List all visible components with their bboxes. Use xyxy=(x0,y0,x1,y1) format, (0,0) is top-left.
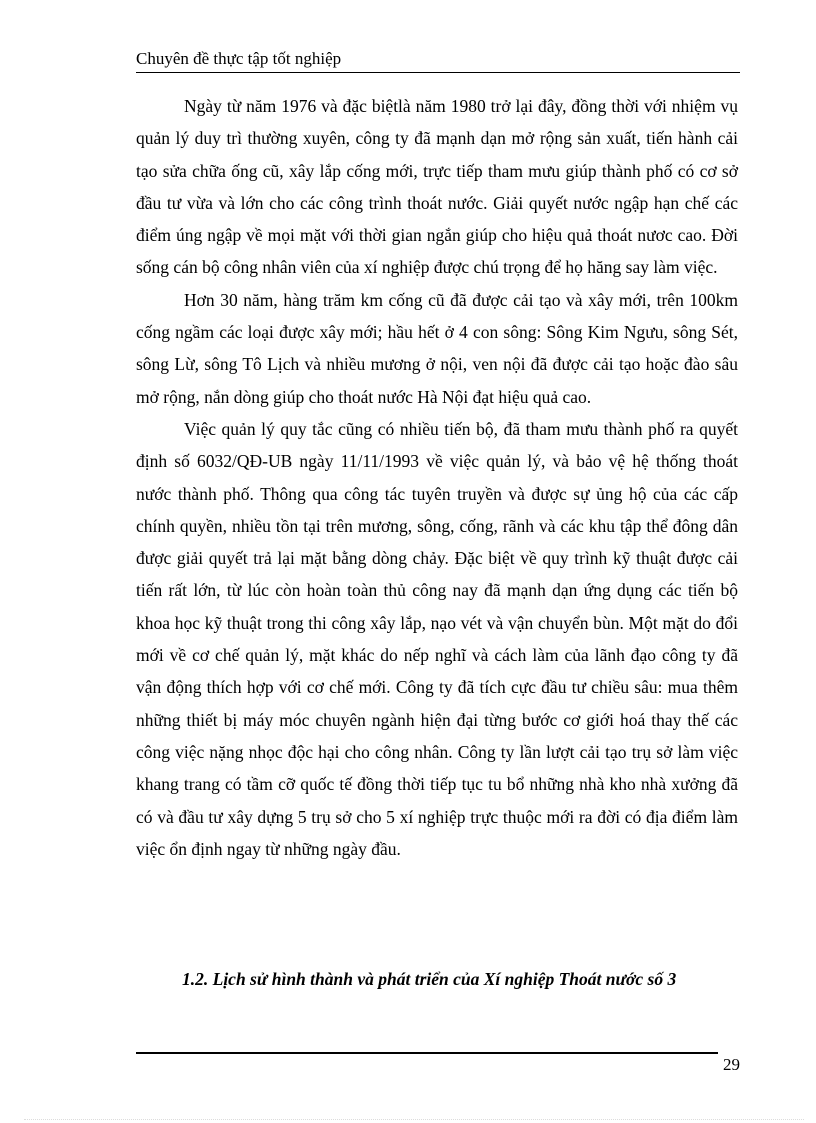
document-title: Chuyên đề thực tập tốt nghiệp xyxy=(136,49,342,68)
page-bottom-border xyxy=(24,1119,804,1120)
section-heading: 1.2. Lịch sử hình thành và phát triển của Xí nghiệp Thoát nước số 3 xyxy=(182,969,677,989)
page-header xyxy=(136,49,740,73)
page-number: 29 xyxy=(723,1055,740,1074)
paragraph-1: Ngày từ năm 1976 và đặc biệtlà năm 1980 trở lại đây, đồng thời với nhiệm vụ quản lý duy trì thường xuyên, công ty đã mạnh dạn mở rộng sản xuất, tiến hành cải tạo sửa chữa ống cũ, xây lắp cống mới, trực tiếp tham mưu giúp thành phố có cơ sở đầu tư vừa và lớn cho các công trình thoát nước. Giải quyết nước ngập hạn chế các điểm úng ngập về mọi mặt với thời gian ngắn giúp cho hiệu quả thoát nươc cao. Đời sống cán bộ công nhân viên của xí nghiệp được chú trọng để họ hăng say làm việc. xyxy=(136,96,738,278)
footer-divider xyxy=(136,1052,718,1054)
paragraph-2: Hơn 30 năm, hàng trăm km cống cũ đã được cải tạo và xây mới, trên 100km cống ngầm các loại được xây mới; hầu hết ở 4 con sông: Sông Kim Ngưu, sông Sét, sông Lừ, sông Tô Lịch và nhiều mương ở nội, ven nội đã được cải tạo hoặc đào sâu mở rộng, nắn dòng giúp cho thoát nước Hà Nội đạt hiệu quả cao. xyxy=(136,289,738,407)
body-text xyxy=(136,90,738,865)
paragraph-3: Việc quản lý quy tắc cũng có nhiều tiến bộ, đã tham mưu thành phố ra quyết định số 6032/QĐ-UB ngày 11/11/1993 về việc quản lý, và bảo vệ hệ thống thoát nước thành phố. Thông qua công tác tuyên truyền và được sự ủng hộ của các cấp chính quyền, nhiều tồn tại trên mương, sông, cống, rãnh và các khu tập thể đông dân được giải quyết trả lại mặt bằng dòng chảy. Đặc biệt về quy trình kỹ thuật được cải tiến rất lớn, từ lúc còn hoàn toàn thủ công nay đã mạnh dạn ứng dụng các tiến bộ khoa học kỹ thuật trong thi công xây lắp, nạo vét và vận chuyển bùn. Một mặt do đổi mới về cơ chế quản lý, mặt khác do nếp nghĩ và cách làm của lãnh đạo công ty đã vận động thích hợp với cơ chế mới. Công ty đã tích cực đầu tư chiều sâu: mua thêm những thiết bị máy móc chuyên ngành hiện đại từng bước cơ giới hoá thay thế các công việc nặng nhọc độc hại cho công nhân. Công ty lần lượt cải tạo trụ sở làm việc khang trang có tầm cỡ quốc tế đồng thời tiếp tục tu bổ những nhà kho nhà xưởng đã có và đầu tư xây dựng 5 trụ sở cho 5 xí nghiệp trực thuộc mới ra đời có địa điểm làm việc ổn định ngay từ những ngày đầu. xyxy=(136,418,738,859)
